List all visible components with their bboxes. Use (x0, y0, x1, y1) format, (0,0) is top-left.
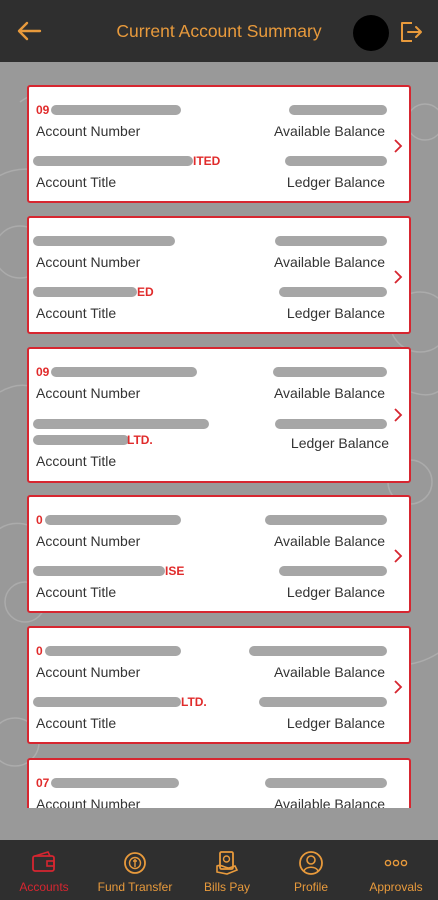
nav-accounts[interactable] (0, 840, 88, 900)
bottom-nav (0, 840, 438, 900)
account-cards (17, 62, 421, 808)
masked-account-number (33, 236, 175, 246)
available-balance-label: Available Balance (273, 533, 385, 549)
available-balance-label: Available Balance (273, 254, 385, 270)
masked-account-number (45, 646, 181, 656)
available-balance-label: Available Balance (273, 664, 385, 680)
nav-label: Approvals (369, 880, 423, 894)
nav-bills-pay[interactable] (183, 840, 271, 900)
more-dots-icon (382, 850, 410, 876)
chevron-right-icon (393, 408, 403, 422)
masked-account-number (51, 367, 197, 377)
masked-account-title (33, 566, 165, 576)
nav-fund-transfer[interactable] (91, 840, 179, 900)
nav-label: Profile (293, 880, 328, 894)
masked-available-balance (289, 105, 387, 115)
account-list-area[interactable] (0, 62, 438, 840)
account-card[interactable] (27, 495, 411, 613)
account-number-label: Account Number (36, 796, 141, 808)
account-number-value: 09 (36, 365, 50, 379)
account-number-label: Account Number (36, 385, 141, 401)
account-number-label: Account Number (36, 664, 141, 680)
logout-icon[interactable] (398, 20, 424, 44)
masked-ledger-balance (285, 156, 387, 166)
available-balance-label: Available Balance (273, 385, 385, 401)
account-number-value: 07 (36, 776, 50, 790)
account-card[interactable] (27, 758, 411, 808)
account-title-label: Account Title (36, 453, 117, 469)
app-bar (0, 0, 438, 62)
account-title-value: LTD. (127, 433, 153, 447)
masked-ledger-balance (279, 566, 387, 576)
nav-approvals[interactable] (352, 840, 438, 900)
masked-available-balance (273, 367, 387, 377)
ledger-balance-label: Ledger Balance (286, 174, 385, 190)
account-number-label: Account Number (36, 533, 141, 549)
account-title-value: LTD. (181, 695, 207, 709)
account-number-label: Account Number (36, 254, 141, 270)
account-title-label: Account Title (36, 584, 117, 600)
masked-available-balance (265, 778, 387, 788)
nav-profile[interactable] (267, 840, 355, 900)
ledger-balance-label: Ledger Balance (286, 584, 385, 600)
masked-account-title (33, 156, 193, 166)
chevron-right-icon (393, 549, 403, 563)
account-card[interactable] (27, 626, 411, 744)
wallet-icon (30, 850, 58, 876)
masked-available-balance (265, 515, 387, 525)
account-title-value: ED (137, 285, 154, 299)
account-title-label: Account Title (36, 305, 117, 321)
page-title: Current Account Summary (116, 21, 322, 41)
nav-label: Bills Pay (203, 880, 250, 894)
available-balance-label: Available Balance (273, 796, 385, 808)
nav-label: Accounts (19, 880, 69, 894)
chevron-right-icon (393, 270, 403, 284)
masked-account-title (33, 697, 181, 707)
chevron-right-icon (393, 139, 403, 153)
nav-label: Fund Transfer (97, 880, 173, 894)
ledger-balance-label: Ledger Balance (286, 715, 385, 731)
masked-account-title (33, 287, 137, 297)
account-card[interactable] (27, 347, 411, 483)
account-number-value: 0 (36, 513, 43, 527)
masked-ledger-balance (279, 287, 387, 297)
masked-available-balance (275, 236, 387, 246)
ledger-balance-label: Ledger Balance (286, 305, 385, 321)
account-card[interactable] (27, 216, 411, 334)
account-number-value: 0 (36, 644, 43, 658)
account-card[interactable] (27, 85, 411, 203)
bill-hand-icon (213, 850, 241, 876)
transfer-icon (121, 850, 149, 876)
masked-account-number (45, 515, 181, 525)
masked-ledger-balance (259, 697, 387, 707)
ledger-balance-label: Ledger Balance (290, 435, 389, 451)
account-number-label: Account Number (36, 123, 141, 139)
avatar[interactable] (353, 15, 389, 51)
masked-account-number (51, 778, 179, 788)
masked-account-number (51, 105, 181, 115)
available-balance-label: Available Balance (273, 123, 385, 139)
masked-account-title (33, 419, 209, 429)
account-title-label: Account Title (36, 715, 117, 731)
account-title-value: ISE (165, 564, 185, 578)
account-number-value: 09 (36, 103, 50, 117)
user-icon (297, 850, 325, 876)
masked-available-balance (249, 646, 387, 656)
account-title-label: Account Title (36, 174, 117, 190)
masked-ledger-balance (275, 419, 387, 429)
account-title-value: ITED (193, 154, 221, 168)
chevron-right-icon (393, 680, 403, 694)
